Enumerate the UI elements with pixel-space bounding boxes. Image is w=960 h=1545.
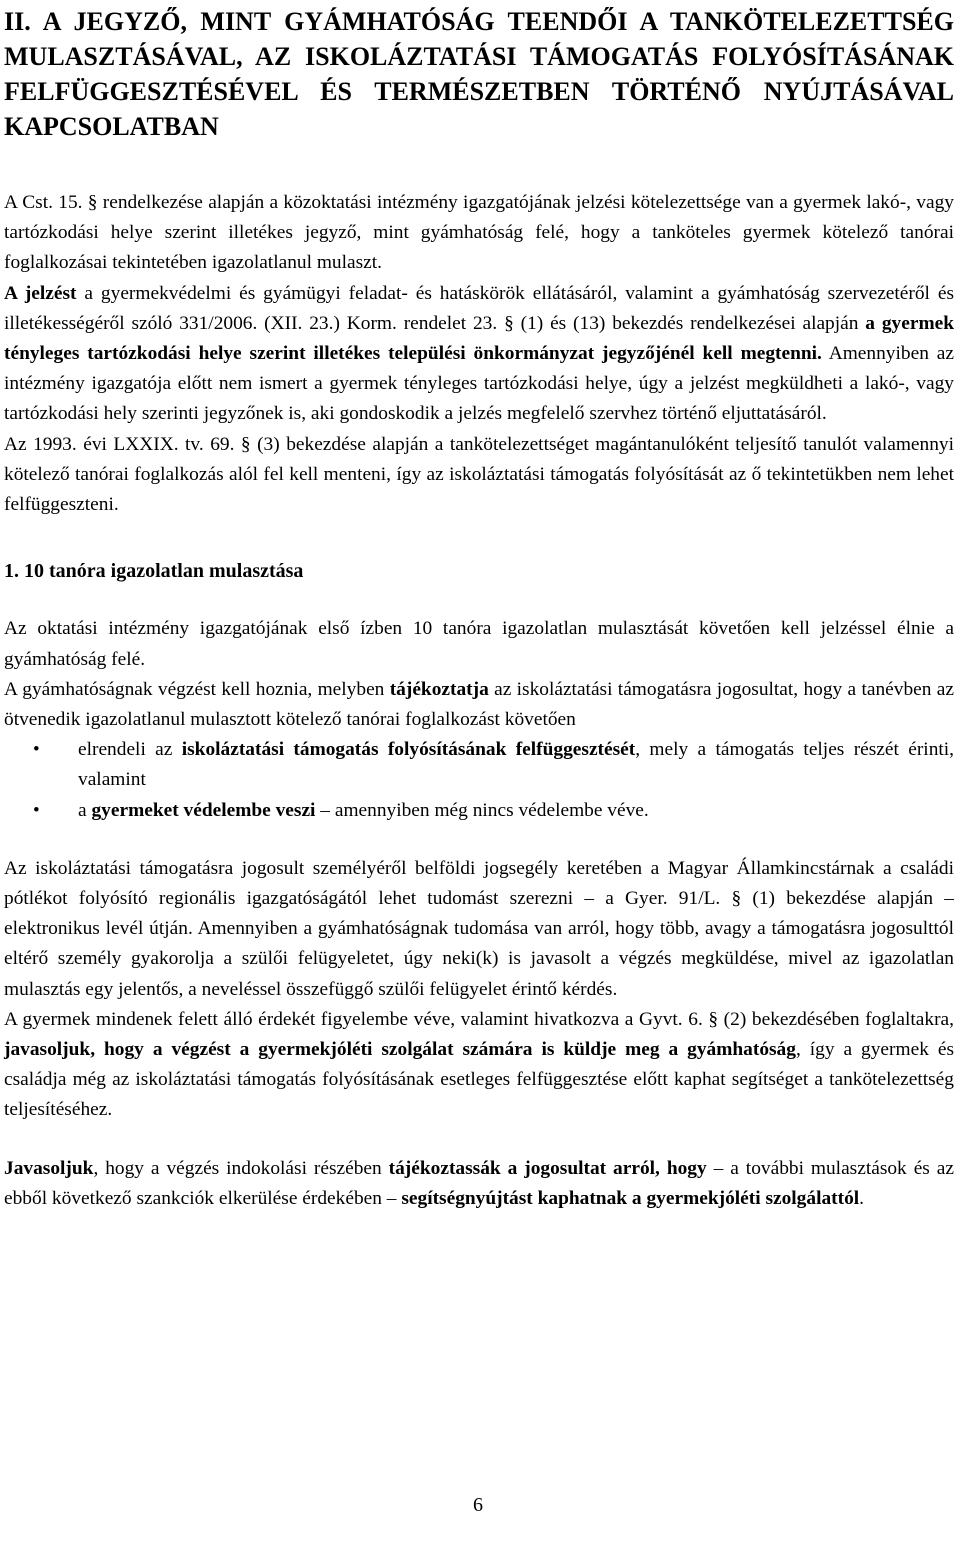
paragraph-vegzes-bold-1: tájékoztatja	[389, 678, 489, 700]
paragraph-cst-text: A Cst. 15. § rendelkezése alapján a közoktatási intézmény igazgatójának jelzési kötelezettsége van a gyermek lakó-, vagy tartózkodási helye szerint illetékes jegyző, mint gyámhatóság felé, hogy a tanköteles gyermek kötelező tanórai foglalkozásai tekintetében igazolatlanul mulaszt.	[4, 192, 954, 274]
document-title: II. A JEGYZŐ, MINT GYÁMHATÓSÁG TEENDŐI A TANKÖTELEZETTSÉG MULASZTÁSÁVAL, AZ ISKOLÁZTATÁSI TÁMOGATÁS FOLYÓSÍTÁSÁNAK FELFÜGGESZTÉSÉVEL ÉS TERMÉSZETBEN TÖRTÉNŐ NYÚJTÁSÁVAL KAPCSOLATBAN	[4, 7, 954, 141]
paragraph-jelzes-bold-1: A jelzést	[4, 282, 77, 304]
list-item-text: elrendeli az	[78, 739, 182, 761]
paragraph-jelzes-text-2: Amennyiben az intézmény igazgatója előtt nem ismert a gyermek tényleges tartózkodási helye, úgy a jelzést megküldheti a lakó-, vagy tartózkodási hely szerinti jegyzőnek is, aki gondoskodik a jelzés megfelelő szervhez történő eljuttatásáról.	[4, 343, 954, 425]
paragraph-magantanulo: Az 1993. évi LXXIX. tv. 69. § (3) bekezdése alapján a tankötelezettséget magántanulóként teljesítő tanulót valamennyi kötelező tanórai foglalkozás alól fel kell menteni, így az iskoláztatási támogatás folyósítását az ő tekintetükben nem lehet felfüggeszteni.	[4, 433, 954, 516]
list-item-text: – amennyiben még nincs védelembe véve.	[315, 799, 649, 821]
list-item-text: a	[78, 799, 92, 821]
paragraph-jogsegely: Az iskoláztatási támogatásra jogosult személyéről belföldi jogsegély keretében a Magyar Államkincstárnak a családi pótlékot folyósító regionális igazgatóságától lehet tudomást szerezni – a Gyer. 91/L. § (1) bekezdése alapján – elektronikus levél útján. Amennyiben a gyámhatóságnak tudomása van arról, hogy több, avagy a támogatásra jogosulttól eltérő személy gyakorolja a szülői felügyeletet, úgy neki(k) is javasolt a végzés megküldése, mivel az igazolatlan mulasztás egy jelentős, a neveléssel összefüggő szülői felügyelet érintő kérdés.	[4, 857, 954, 1000]
list-item	[33, 796, 954, 826]
paragraph-vegzes	[4, 675, 954, 735]
paragraph-cst	[4, 188, 954, 279]
paragraph-jelzes	[4, 279, 954, 430]
page-number: 6	[473, 1494, 483, 1516]
paragraph-javasoljuk-text-3: .	[859, 1187, 865, 1209]
paragraph-10-tanora: Az oktatási intézmény igazgatójának első ízben 10 tanóra igazolatlan mulasztását követően kell jelzéssel élnie a gyámhatóság felé.	[4, 618, 954, 670]
paragraph-javasoljuk-bold-3: segítségnyújtást kaphatnak a gyermekjóléti szolgálattól	[401, 1187, 860, 1209]
paragraph-javasoljuk-bold-2: tájékoztassák a jogosultat arról, hogy	[388, 1157, 707, 1179]
paragraph-vegzes-text-1: A gyámhatóságnak végzést kell hoznia, melyben	[4, 678, 390, 700]
paragraph-javasoljuk	[4, 1154, 954, 1214]
paragraph-gyermekjolet	[4, 1005, 954, 1126]
bullet-list	[4, 735, 954, 826]
section-title: 1. 10 tanóra igazolatlan mulasztása	[4, 560, 304, 583]
list-item-bold: iskoláztatási támogatás folyósításának felfüggesztését	[181, 739, 636, 761]
paragraph-gyermekjolet-text-2: , így a gyermek és családja még az iskoláztatási támogatás folyósításának esetleges felfüggesztése előtt kaphat segítséget a tankötelezettség teljesítéséhez.	[4, 1039, 954, 1121]
paragraph-jelzes-text-1: a gyermekvédelmi és gyámügyi feladat- és hatáskörök ellátásáról, valamint a gyámhatóság szervezetéről és illetékességéről szóló 331/2006. (XII. 23.) Korm. rendelet 23. § (1) és (13) bekezdés rendelkezései alapján	[4, 282, 955, 334]
bullet-icon: •	[33, 739, 40, 761]
paragraph-jelzes-bold-2: a gyermek tényleges tartózkodási helye szerint illetékes települési önkormányzat jegyzőjénél kell megtenni.	[4, 312, 954, 365]
paragraph-javasoljuk-text-1: , hogy a végzés indokolási részében	[93, 1157, 389, 1179]
paragraph-gyermekjolet-bold-1: javasoljuk, hogy a végzést a gyermekjóléti szolgálat számára is küldje meg a gyámhatóság	[4, 1039, 796, 1061]
paragraph-javasoljuk-text-2: – a további mulasztások és az ebből következő szankciók elkerülése érdekében –	[4, 1157, 954, 1209]
paragraph-gyermekjolet-text-1: A gyermek mindenek felett álló érdekét figyelembe véve, valamint hivatkozva a Gyvt. 6. § (2) bekezdésében foglaltakra,	[4, 1008, 954, 1030]
list-item-text: , mely a támogatás teljes részét érinti, valamint	[78, 739, 955, 791]
bullet-icon: •	[33, 799, 40, 821]
paragraph-vegzes-text-2: az iskoláztatási támogatásra jogosultat, hogy a tanévben az ötvenedik igazolatlanul mulasztott kötelező tanórai foglalkozást követően	[4, 678, 955, 731]
paragraph-javasoljuk-bold-1: Javasoljuk	[4, 1157, 94, 1179]
list-item-bold: gyermeket védelembe veszi	[91, 799, 316, 821]
list-item	[33, 735, 955, 795]
